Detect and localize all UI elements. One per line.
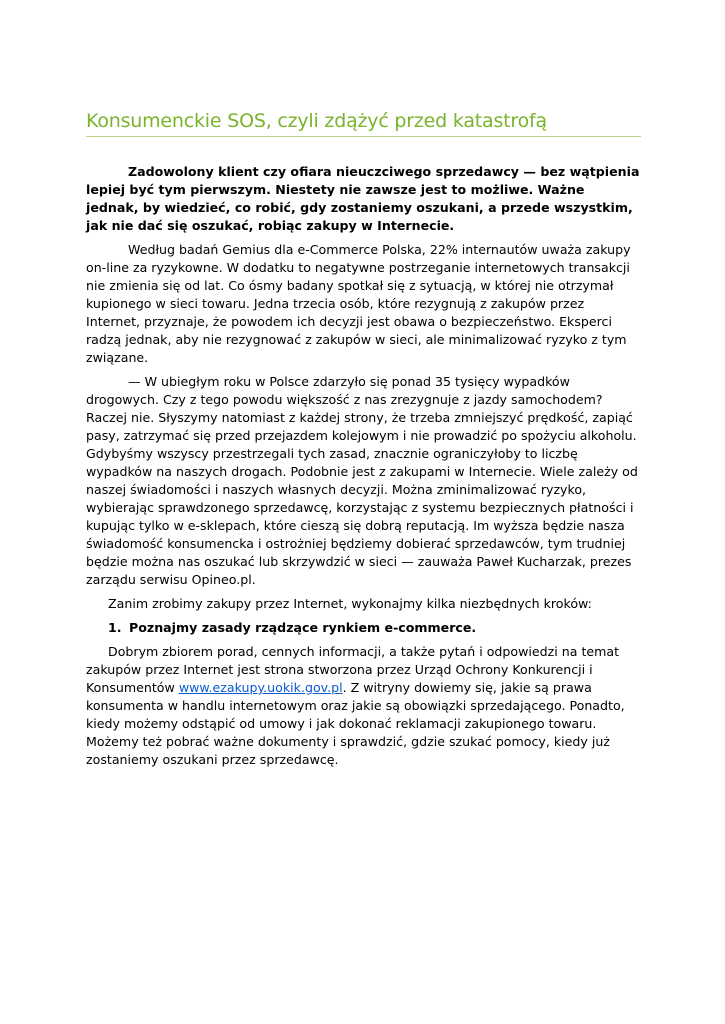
paragraph-uokik-text-before: Dobrym zbiorem porad, cennych informacji, a także pytań i odpowiedzi na temat zakupów przez Internet jest strona stworzona przez Urząd Ochrony Konkurencji i Konsumentów <box>86 644 620 695</box>
paragraph-uokik-text-after: . Z witryny dowiemy się, jakie są prawa konsumenta w handlu internetowym oraz jakie są obowiązki sprzedającego. Ponadto, kiedy możemy odstąpić od umowy i jak dokonać reklamacji zakupionego towaru. Możemy też pobrać ważne dokumenty i sprawdzić, gdzie szukać pomocy, kiedy już zostaniemy oszukani przez sprzedawcę. <box>86 680 625 767</box>
lead-paragraph: Zadowolony klient czy ofiara nieuczciwego sprzedawcy — bez wątpienia lepiej być tym pierwszym. Niestety nie zawsze jest to możliwe. Ważne jednak, by wiedzieć, co robić, gdy zostaniemy oszukani, a przede wszystkim, jak nie dać się oszukać, robiąc zakupy w Internecie. <box>86 164 640 233</box>
uokik-link[interactable]: www.ezakupy.uokik.gov.pl <box>178 680 343 695</box>
paragraph-gemius: Według badań Gemius dla e-Commerce Polska, 22% internautów uważa zakupy on-line za ryzykowne. W dodatku to negatywne postrzeganie internetowych transakcji nie zmienia się od lat. Co ósmy badany spotkał się z sytuacją, w której nie otrzymał kupionego w sieci towaru. Jedna trzecia osób, które rezygnują z zakupów przez Internet, przyznaje, że powodem ich decyzji jest obawa o bezpieczeństwo. Eksperci radzą jednak, aby nie rezygnować z zakupów w sieci, ale minimalizować ryzyko z tym związane. <box>86 242 631 365</box>
paragraph-quote: — W ubiegłym roku w Polsce zdarzyło się ponad 35 tysięcy wypadków drogowych. Czy z tego powodu większość z nas zrezygnuje z jazdy samochodem? Raczej nie. Słyszymy natomiast z każdej strony, że trzeba zmniejszyć prędkość, zapiąć pasy, zatrzymać się przed przejazdem kolejowym i nie prowadzić po spożyciu alkoholu. Gdybyśmy wszyscy przestrzegali tych zasad, znacznie ograniczyłoby to liczbę wypadków na naszych drogach. Podobnie jest z zakupami w Internecie. Wiele zależy od naszej świadomości i naszych własnych decyzji. Można zminimalizować ryzyko, wybierając sprawdzonego sprzedawcę, korzystając z systemu bezpiecznych płatności i kupując tylko w e-sklepach, które cieszą się dobrą reputacją. Im wyższa będzie nasza świadomość konsumencka i ostrożniej będziemy dobierać sprzedawców, tym trudniej będzie można nas oszukać lub skrzywdzić w sieci — zauważa Paweł Kucharzak, prezes zarządu serwisu Opineo.pl. <box>86 374 638 587</box>
paragraph-steps-intro: Zanim zrobimy zakupy przez Internet, wykonajmy kilka niezbędnych kroków: <box>108 596 592 611</box>
list-item-number: 1. <box>108 620 122 635</box>
document-page <box>86 108 641 775</box>
list-item-text: Poznajmy zasady rządzące rynkiem e-commerce. <box>129 620 477 635</box>
paragraph-uokik <box>86 643 641 769</box>
steps-list <box>86 619 641 637</box>
article-body <box>86 163 641 769</box>
list-item <box>86 619 641 637</box>
article-title: Konsumenckie SOS, czyli zdążyć przed katastrofą <box>86 108 641 137</box>
